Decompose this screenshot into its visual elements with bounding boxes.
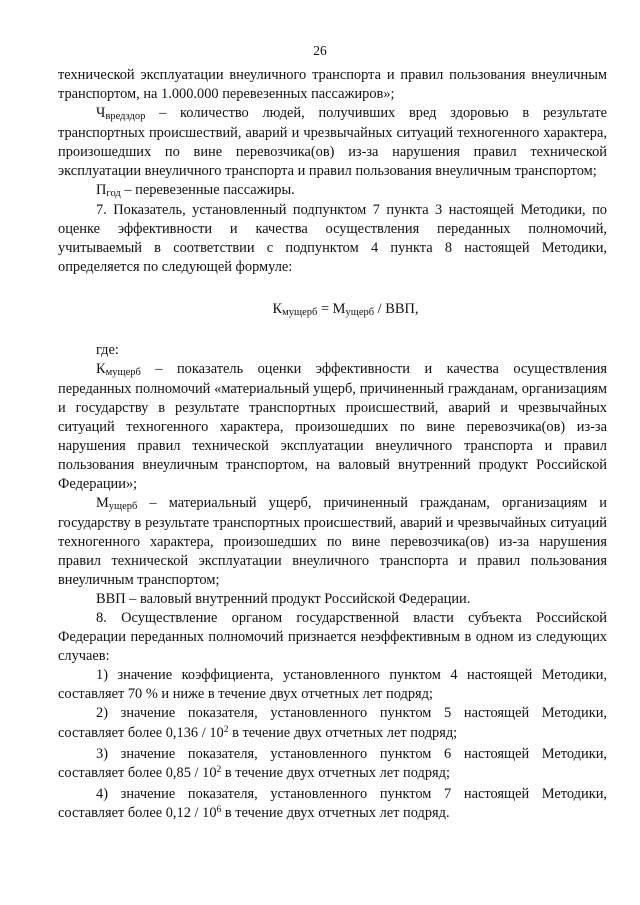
formula-subscript: мущерб [282, 306, 318, 318]
formula-symbol: К [272, 300, 283, 317]
list-item [58, 704, 607, 744]
paragraph-definition-vvp [58, 590, 607, 609]
paragraph-text: – материальный ущерб, причиненный гражданам, организациям и государству в результате транспортных происшествий, аварий и чрезвычайных ситуаций техногенного характера, произошедших по вине перевозчика(ов) из-за нарушения правил технической эксплуатации внеуличного транспорта и правил пользования внеуличным транспортом; [58, 494, 607, 589]
paragraph-definition-mushcherb [58, 494, 607, 590]
list-item-text: 3) значение показателя, установленного пунктом 6 настоящей Методики, составляет более 0,85 / 10 [58, 745, 607, 781]
variable-symbol: К [96, 360, 106, 377]
list-item-text: в течение двух отчетных лет подряд; [228, 724, 458, 741]
paragraph-text: технической эксплуатации внеуличного транспорта и правил пользования внеуличным транспортом, на 1.000.000 перевезенных пассажиров»; [58, 67, 607, 103]
exponent: 2 [223, 724, 229, 735]
variable-subscript: мущерб [105, 366, 141, 378]
list-item-text: в течение двух отчетных лет подряд; [221, 764, 450, 781]
paragraph-text: – показатель оценки эффективности и качества осуществления переданных полномочий «материальный ущерб, причиненный гражданам, организациям и государству в результате транспортных происшествий, аварий и чрезвычайных ситуаций техногенного характера, произошедших по вине перевозчика(ов) из-за нарушения правил технической эксплуатации внеуличного транспорта и правил пользования внеуличным транспортом, на валовый внутренний продукт Российской Федерации»; [58, 360, 607, 492]
exponent: 6 [216, 804, 222, 815]
variable-subscript: вредздор [105, 111, 146, 123]
list-item-text: 2) значение показателя, установленного пунктом 5 настоящей Методики, составляет более 0,136 / 10 [58, 705, 607, 741]
paragraph-text: где: [96, 341, 119, 358]
list-item-text: 4) значение показателя, установленного пунктом 7 настоящей Методики, составляет более 0,12 / 10 [58, 785, 607, 821]
paragraph-definition-chvred [58, 104, 607, 181]
where-label [58, 341, 607, 360]
formula [58, 300, 607, 320]
formula-symbol: = М [317, 300, 346, 317]
variable-symbol: П [96, 182, 107, 199]
paragraph-text: 8. Осуществление органом государственной власти субъекта Российской Федерации переданных полномочий признается неэффективным в одном из следующих случаев: [58, 610, 607, 665]
variable-symbol: Ч [96, 105, 106, 122]
list-item-text: в течение двух отчетных лет подряд. [221, 804, 450, 821]
paragraph-text: – перевезенные пассажиры. [120, 182, 295, 199]
paragraph-definition-pgod [58, 181, 607, 201]
paragraph-point-8 [58, 609, 607, 666]
paragraph-text: 7. Показатель, установленный подпунктом 7 пункта 3 настоящей Методики, по оценке эффективности и качества осуществления переданных полномочий, учитываемый в соответствии с подпунктом 4 пункта 8 настоящей Методики, определяется по следующей формуле: [58, 202, 607, 276]
page-number: 26 [313, 43, 327, 58]
paragraph-definition-kmushcherb [58, 360, 607, 494]
exponent: 2 [216, 764, 222, 775]
paragraph-text: ВВП – валовый внутренний продукт Российской Федерации. [96, 591, 471, 608]
paragraph-point-7 [58, 201, 607, 277]
list-item [58, 745, 607, 785]
list-item [58, 785, 607, 825]
paragraph-continuation [58, 66, 607, 104]
variable-subscript: ущерб [108, 500, 138, 512]
variable-symbol: М [96, 494, 109, 511]
list-item [58, 666, 607, 704]
formula-symbol: / ВВП, [374, 300, 419, 317]
paragraph-text: – количество людей, получивших вред здоровью в результате транспортных происшествий, аварий и чрезвычайных ситуаций техногенного характера, произошедших по вине перевозчика(ов) из-за нарушения правил технической эксплуатации внеуличного транспорта и правил пользования внеуличным транспортом; [58, 105, 607, 180]
document-body [58, 66, 607, 825]
formula-subscript: ущерб [345, 306, 375, 318]
list-item-text: 1) значение коэффициента, установленного пунктом 4 настоящей Методики, составляет 70 % и ниже в течение двух отчетных лет подряд; [58, 667, 607, 703]
variable-subscript: год [106, 188, 121, 200]
